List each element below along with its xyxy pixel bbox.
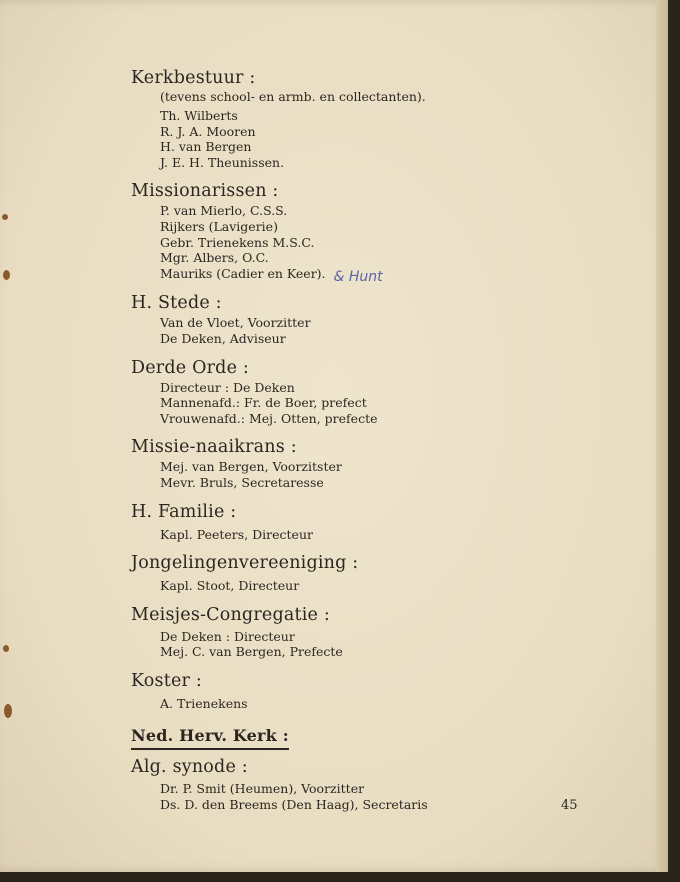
section-alg-synode: [131, 756, 631, 812]
section-h-stede: [131, 292, 631, 346]
list-item: Mgr. Albers, O.C.: [160, 250, 269, 266]
section-heading: H. Familie :: [131, 501, 237, 522]
section-heading: H. Stede :: [131, 293, 222, 314]
section-kerkbestuur: [131, 67, 631, 170]
list-item: J. E. H. Theunissen.: [160, 154, 285, 170]
list-item: Mannenafd.: Fr. de Boer, prefect: [160, 395, 367, 411]
section-heading: Kerkbestuur :: [131, 68, 256, 88]
binding-hole: [2, 214, 8, 220]
list-item: Gebr. Trienekens M.S.C.: [160, 234, 315, 250]
list-item: De Deken : Directeur: [160, 628, 295, 644]
section-heading: Koster :: [131, 670, 202, 691]
list-item: Vrouwenafd.: Mej. Otten, prefecte: [160, 410, 378, 426]
section-heading: Missionarissen :: [131, 181, 279, 202]
section-koster: [131, 670, 631, 712]
list-item: Mauriks (Cadier en Keer). & Hunt: [160, 265, 383, 285]
section-derde-orde: [131, 357, 631, 427]
list-item: R. J. A. Mooren: [160, 123, 256, 139]
list-item: Kapl. Peeters, Directeur: [160, 526, 313, 542]
section-heading: Jongelingenvereeniging :: [131, 553, 359, 574]
list-item: Directeur : De Deken: [160, 379, 295, 395]
list-item: Dr. P. Smit (Heumen), Voorzitter: [160, 781, 365, 797]
list-item: P. van Mierlo, C.S.S.: [160, 203, 288, 219]
section-h-familie: [131, 501, 631, 543]
binding-hole: [4, 704, 12, 718]
section-heading: Ned. Herv. Kerk :: [131, 725, 289, 750]
section-meisjes-congregatie: [131, 604, 631, 660]
binding-hole: [3, 270, 10, 280]
section-heading: Alg. synode :: [131, 757, 248, 778]
list-item: A. Trienekens: [160, 695, 248, 711]
section-heading: Derde Orde :: [131, 357, 250, 378]
section-heading: Missie-naaikrans :: [131, 437, 297, 458]
list-item: Ds. D. den Breems (Den Haag), Secretaris: [160, 797, 428, 813]
list-item: Rijkers (Lavigerie): [160, 218, 278, 234]
list-item: Mej. C. van Bergen, Prefecte: [160, 644, 343, 660]
list-item: De Deken, Adviseur: [160, 330, 286, 346]
list-item: Mevr. Bruls, Secretaresse: [160, 474, 324, 490]
section-heading: Meisjes-Congregatie :: [131, 604, 330, 625]
section-jongelingenvereeniging: [131, 552, 631, 594]
page-content: [131, 67, 631, 823]
page-number: 45: [561, 798, 578, 813]
binding-hole: [3, 645, 9, 652]
section-missionarissen: [131, 180, 631, 285]
section-ned-herv-kerk: [131, 721, 631, 750]
section-missie-naaikrans: [131, 436, 631, 490]
list-item: Mej. van Bergen, Voorzitster: [160, 459, 342, 475]
list-item: Th. Wilberts: [160, 108, 238, 123]
list-item: Kapl. Stoot, Directeur: [160, 578, 300, 594]
section-note: (tevens school- en armb. en collectanten).: [160, 89, 426, 104]
page-fold-shadow: [656, 0, 668, 872]
list-item: Van de Vloet, Voorzitter: [160, 315, 311, 331]
list-item: H. van Bergen: [160, 139, 252, 155]
handwritten-annotation: & Hunt: [333, 268, 383, 285]
